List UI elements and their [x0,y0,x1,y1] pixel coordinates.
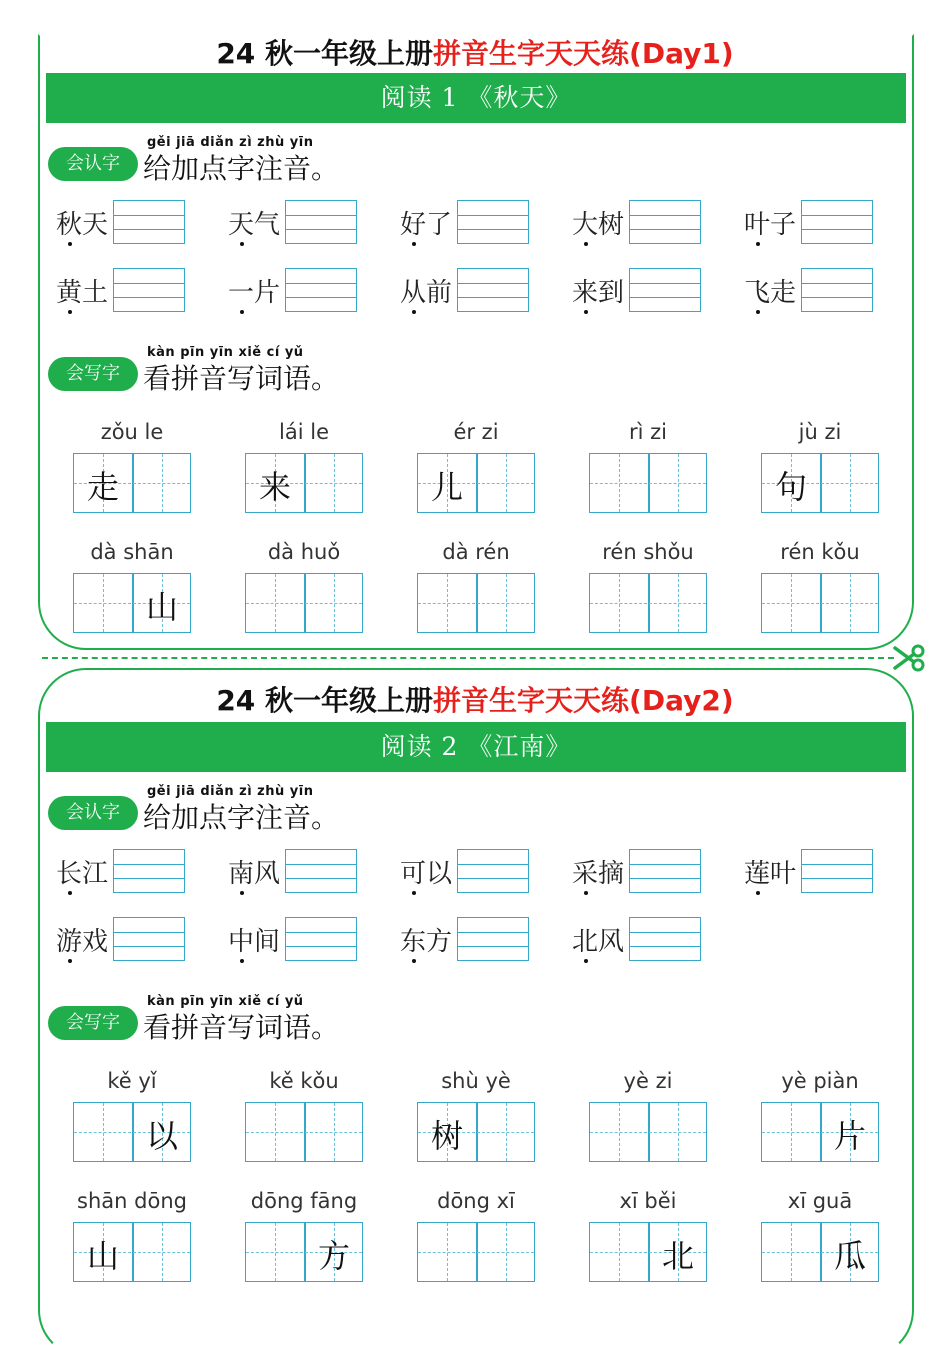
tianzi-grid[interactable] [761,1102,879,1162]
vocab-word: 叶子 [744,210,797,240]
word-pinyin: dà huǒ [267,540,341,564]
pinyin-answer-box[interactable] [801,268,873,312]
pinyin-answer-box[interactable] [113,200,185,244]
pinyin-answer-box[interactable] [285,917,357,961]
word-pinyin: ér zi [453,420,499,444]
tianzi-grid[interactable] [245,1222,363,1282]
word-pinyin: zǒu le [100,420,164,444]
emphasis-dot [68,891,72,895]
pinyin-answer-box[interactable] [457,849,529,893]
instruction-pinyin: kàn pīn yīn xiě cí yǔ [147,345,304,360]
emphasis-dot [584,891,588,895]
vocab-word: 莲叶 [744,859,797,889]
grid-guide [246,603,362,604]
pinyin-answer-box[interactable] [457,268,529,312]
word-pinyin: yè zi [623,1069,673,1093]
grid-guide [246,1132,362,1133]
emphasis-dot [584,310,588,314]
tianzi-grid[interactable] [417,1222,535,1282]
instruction-pinyin: gěi jiā diǎn zì zhù yīn [147,784,314,799]
pinyin-answer-box[interactable] [113,849,185,893]
emphasis-dot [756,310,760,314]
recognize-tag: 会认字 [48,147,138,181]
word-pinyin: kě kǒu [269,1069,339,1093]
vocab-word: 长江 [56,859,109,889]
title-highlight: 拼音生字天天练(Day2) [433,684,734,717]
pinyin-answer-box[interactable] [457,917,529,961]
instruction-text: 给加点字注音。 [143,801,340,834]
grid-guide [590,483,706,484]
grid-guide [418,603,534,604]
vocab-word: 天气 [228,210,281,240]
worksheet-title [0,32,950,72]
pinyin-answer-box[interactable] [285,849,357,893]
title-main: 24 秋一年级上册 [216,684,434,717]
grid-guide [762,603,878,604]
tianzi-grid[interactable] [761,453,879,513]
emphasis-dot [240,891,244,895]
word-pinyin: rén shǒu [602,540,694,564]
pinyin-answer-box[interactable] [629,268,701,312]
grid-character: 走 [86,468,119,506]
grid-character: 方 [317,1237,350,1275]
grid-character: 山 [86,1237,119,1275]
emphasis-dot [240,242,244,246]
tianzi-grid[interactable] [761,1222,879,1282]
tianzi-grid[interactable] [589,1102,707,1162]
word-pinyin: dōng fāng [250,1189,358,1213]
grid-character: 山 [145,588,178,626]
emphasis-dot [240,310,244,314]
vocab-word: 黄土 [56,278,109,308]
pinyin-answer-box[interactable] [285,200,357,244]
lesson-banner: 阅读 2 《江南》 [46,722,906,772]
title-highlight: 拼音生字天天练(Day1) [433,37,734,70]
pinyin-answer-box[interactable] [801,200,873,244]
pinyin-answer-box[interactable] [629,200,701,244]
word-pinyin: dà rén [442,540,510,564]
vocab-word: 北风 [572,927,625,957]
emphasis-dot [756,891,760,895]
vocab-word: 游戏 [56,927,109,957]
tianzi-grid[interactable] [589,573,707,633]
tianzi-grid[interactable] [417,453,535,513]
grid-character: 儿 [430,468,463,506]
grid-guide [590,1132,706,1133]
vocab-word: 来到 [572,278,625,308]
pinyin-answer-box[interactable] [629,917,701,961]
grid-character: 树 [430,1117,463,1155]
emphasis-dot [412,959,416,963]
vocab-word: 好了 [400,210,453,240]
vocab-word: 东方 [400,927,453,957]
word-pinyin: lái le [279,420,329,444]
word-pinyin: yè piàn [781,1069,859,1093]
vocab-word: 大树 [572,210,625,240]
instruction-text: 给加点字注音。 [143,152,340,185]
word-pinyin: xī běi [619,1189,677,1213]
instruction-text: 看拼音写词语。 [143,1011,340,1044]
emphasis-dot [584,959,588,963]
vocab-word: 可以 [400,859,453,889]
instruction-pinyin: kàn pīn yīn xiě cí yǔ [147,994,304,1009]
word-pinyin: dōng xī [437,1189,515,1213]
write-tag: 会写字 [48,357,138,391]
vocab-word: 南风 [228,859,281,889]
grid-character: 句 [774,468,807,506]
tianzi-grid[interactable] [589,1222,707,1282]
word-pinyin: rén kǒu [780,540,860,564]
tianzi-grid[interactable] [245,573,363,633]
pinyin-answer-box[interactable] [457,200,529,244]
tianzi-grid[interactable] [73,1222,191,1282]
recognize-tag: 会认字 [48,796,138,830]
word-pinyin: rì zi [628,420,667,444]
vocab-word: 中间 [228,927,281,957]
pinyin-answer-box[interactable] [629,849,701,893]
grid-guide [590,603,706,604]
instruction-text: 看拼音写词语。 [143,362,340,395]
pinyin-answer-box[interactable] [113,268,185,312]
word-pinyin: xī guā [787,1189,853,1213]
tianzi-grid[interactable] [761,573,879,633]
emphasis-dot [412,310,416,314]
word-pinyin: kě yǐ [107,1069,157,1093]
tianzi-grid[interactable] [417,573,535,633]
tianzi-grid[interactable] [589,453,707,513]
instruction-pinyin: gěi jiā diǎn zì zhù yīn [147,135,314,150]
vocab-word: 秋天 [56,210,109,240]
grid-character: 瓜 [833,1237,866,1275]
emphasis-dot [412,242,416,246]
word-pinyin: shān dōng [77,1189,187,1213]
pinyin-answer-box[interactable] [801,849,873,893]
emphasis-dot [756,242,760,246]
tianzi-grid[interactable] [245,1102,363,1162]
emphasis-dot [68,959,72,963]
grid-character: 北 [661,1237,694,1275]
vocab-word: 一片 [228,278,281,308]
tianzi-grid[interactable] [73,453,191,513]
pinyin-answer-box[interactable] [285,268,357,312]
vocab-word: 从前 [400,278,453,308]
grid-guide [418,1252,534,1253]
word-pinyin: dà shān [90,540,174,564]
emphasis-dot [412,891,416,895]
worksheet-title [0,679,950,719]
emphasis-dot [240,959,244,963]
grid-character: 片 [833,1117,866,1155]
title-main: 24 秋一年级上册 [216,37,434,70]
word-pinyin: jù zi [798,420,842,444]
vocab-word: 飞走 [744,278,797,308]
emphasis-dot [584,242,588,246]
write-tag: 会写字 [48,1006,138,1040]
grid-character: 以 [145,1117,178,1155]
grid-character: 来 [258,468,291,506]
emphasis-dot [68,310,72,314]
vocab-word: 采摘 [572,859,625,889]
tianzi-grid[interactable] [73,1102,191,1162]
tianzi-grid[interactable] [417,1102,535,1162]
word-pinyin: shù yè [441,1069,511,1093]
lesson-banner: 阅读 1 《秋天》 [46,73,906,123]
cut-line [42,657,894,659]
tianzi-grid[interactable] [245,453,363,513]
pinyin-answer-box[interactable] [113,917,185,961]
tianzi-grid[interactable] [73,573,191,633]
emphasis-dot [68,242,72,246]
scissors-icon [892,644,926,672]
